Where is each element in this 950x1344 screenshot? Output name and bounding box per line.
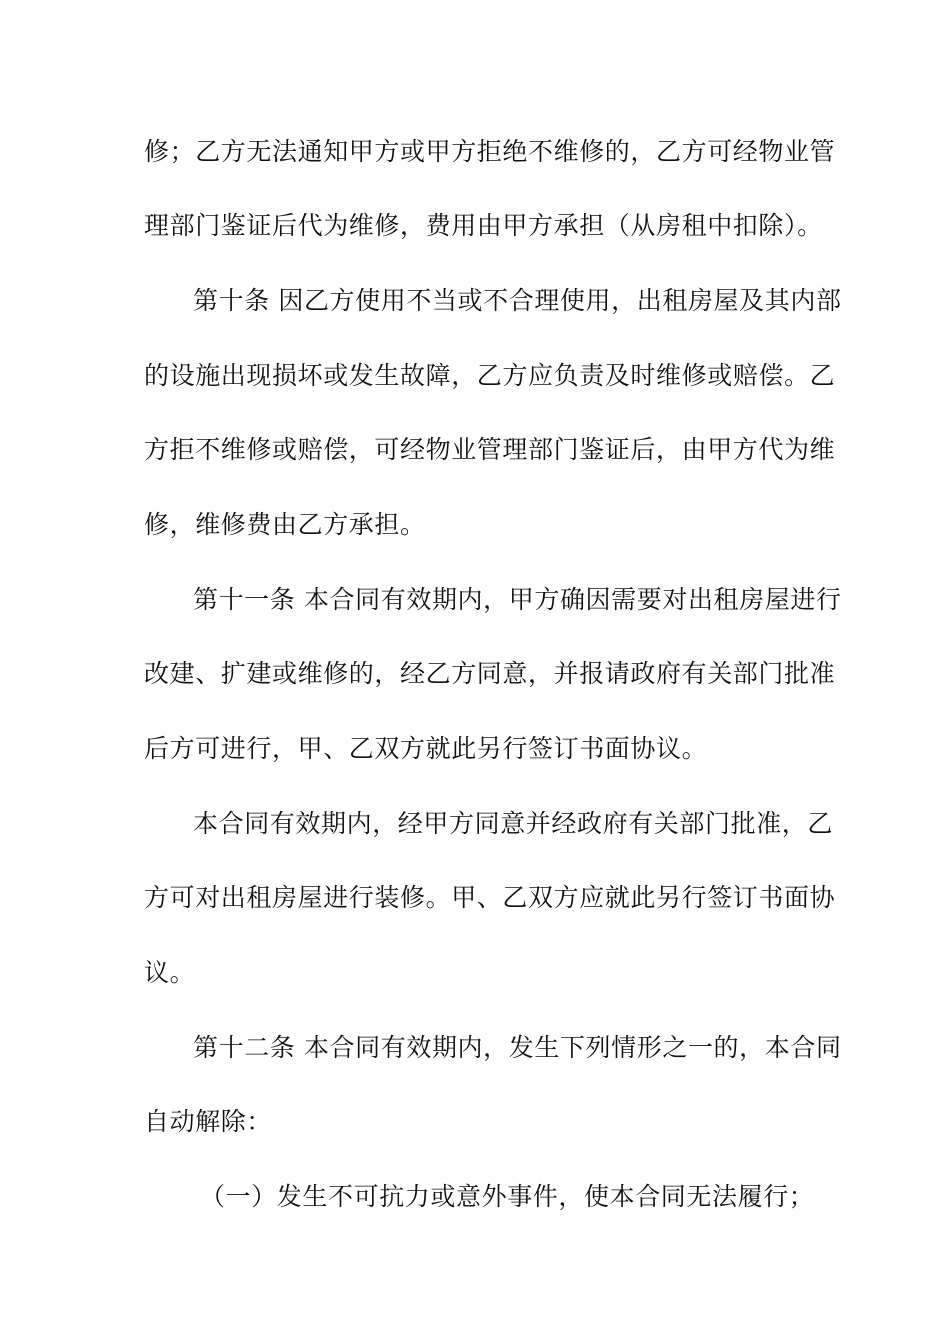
text-line: 修；乙方无法通知甲方或甲方拒绝不维修的，乙方可经物业管 — [144, 137, 836, 166]
text-line: 的设施出现损坏或发生故障，乙方应负责及时维修或赔偿。乙 — [144, 361, 836, 390]
text-line: 方拒不维修或赔偿，可经物业管理部门鉴证后，由甲方代为维 — [144, 435, 836, 464]
text-line: 自动解除： — [144, 1107, 273, 1136]
text-line: 后方可进行，甲、乙双方就此另行签订书面协议。 — [144, 734, 708, 763]
article-10-heading-line: 第十条 因乙方使用不当或不合理使用，出租房屋及其内部 — [193, 286, 842, 315]
text-line: 议。 — [144, 958, 196, 987]
text-line: 改建、扩建或维修的，经乙方同意，并报请政府有关部门批准 — [144, 659, 836, 688]
list-item-line: （一）发生不可抗力或意外事件，使本合同无法履行； — [200, 1182, 815, 1211]
text-line: 方可对出租房屋进行装修。甲、乙双方应就此另行签订书面协 — [144, 883, 836, 912]
paragraph-start-line: 本合同有效期内，经甲方同意并经政府有关部门批准，乙 — [193, 809, 834, 838]
text-line: 理部门鉴证后代为维修，费用由甲方承担（从房租中扣除）。 — [144, 211, 823, 240]
article-11-heading-line: 第十一条 本合同有效期内，甲方确因需要对出租房屋进行 — [193, 585, 842, 614]
article-12-heading-line: 第十二条 本合同有效期内，发生下列情形之一的，本合同 — [193, 1033, 842, 1062]
text-line: 修，维修费由乙方承担。 — [144, 510, 426, 539]
